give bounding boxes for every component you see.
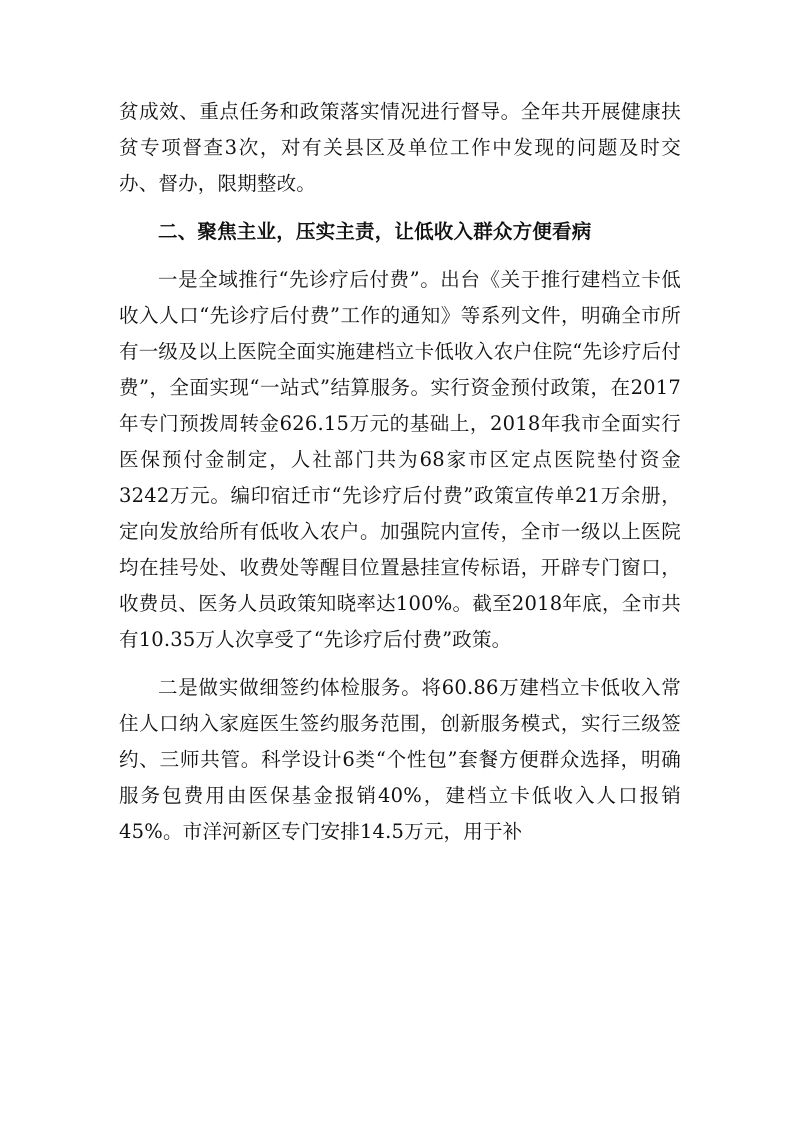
paragraph-continuation: 贫成效、重点任务和政策落实情况进行督导。全年共开展健康扶贫专项督查3次，对有关县区及单位工作中发现的问题及时交办、督办，限期整改。 — [119, 100, 681, 195]
section-heading: 二、聚焦主业，压实主责，让低收入群众方便看病 — [158, 220, 592, 243]
document-body — [119, 94, 681, 850]
paragraph-second-measure: 二是做实做细签约体检服务。将60.86万建档立卡低收入常住人口纳入家庭医生签约服务范围，创新服务模式，实行三级签约、三师共管。科学设计6类“个性包”套餐方便群众选择，明确服务包费用由医保基金报销40%，建档立卡低收入人口报销45%。市洋河新区专门安排14.5万元，用于补 — [119, 676, 681, 843]
paragraph-first-measure: 一是全域推行“先诊疗后付费”。出台《关于推行建档立卡低收入人口“先诊疗后付费”工作的通知》等系列文件，明确全市所有一级及以上医院全面实施建档立卡低收入农户住院“先诊疗后付费”，全面实现“一站式”结算服务。实行资金预付政策，在2017年专门预拨周转金626.15万元的基础上，2018年我市全面实行医保预付金制定，人社部门共为68家市区定点医院垫付资金3242万元。编印宿迁市“先诊疗后付费”政策宣传单21万余册，定向发放给所有低收入农户。加强院内宣传，全市一级以上医院均在挂号处、收费处等醒目位置悬挂宣传标语，开辟专门窗口，收费员、医务人员政策知晓率达100%。截至2018年底，全市共有10.35万人次享受了“先诊疗后付费”政策。 — [119, 268, 681, 651]
